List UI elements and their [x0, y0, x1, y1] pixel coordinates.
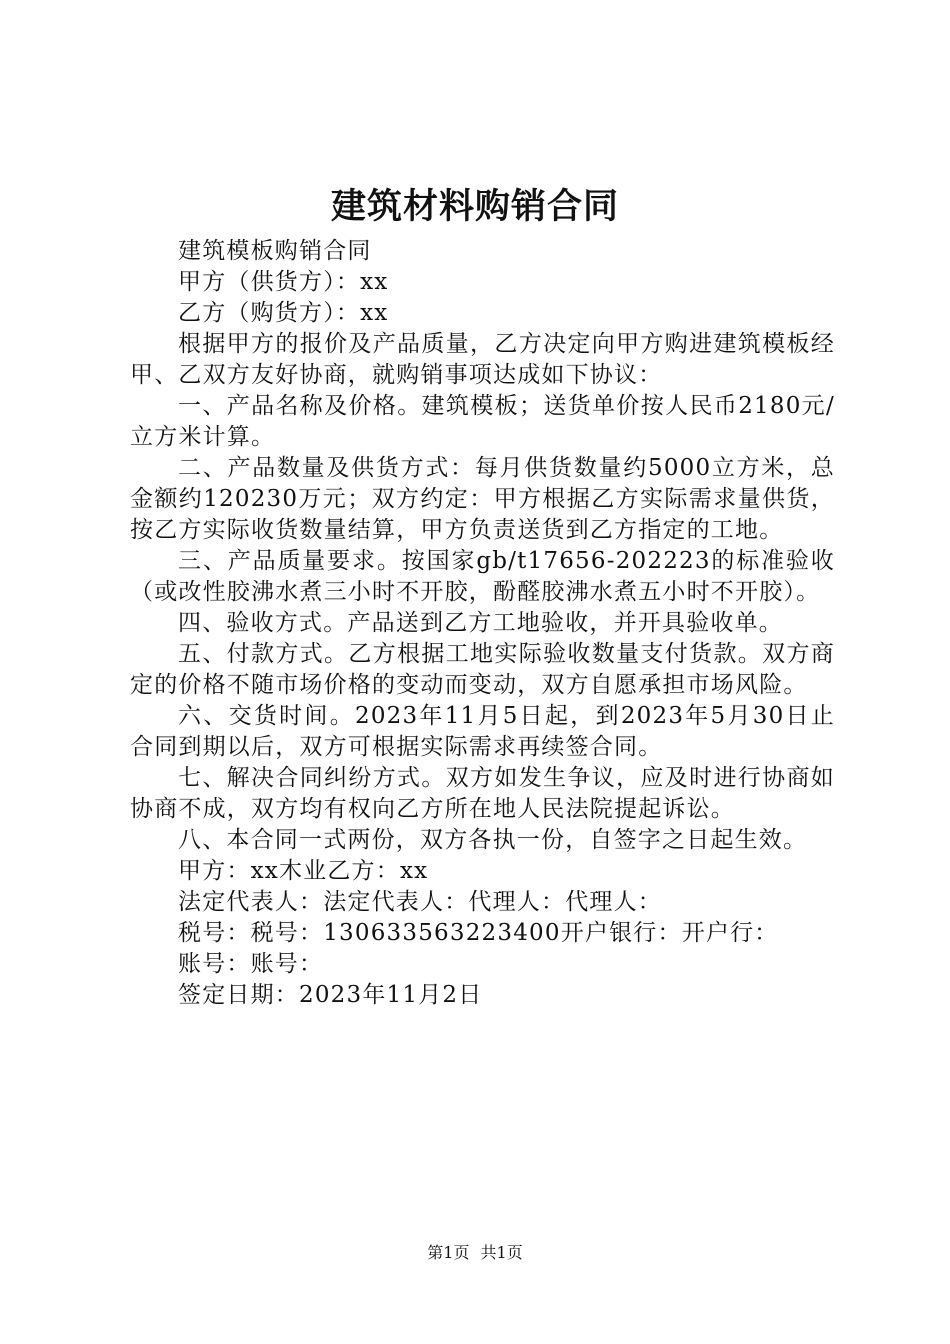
page-footer — [0, 1241, 950, 1265]
paragraph-clause-6: 六、交货时间。2023年11月5日起，到2023年5月30日止合同到期以后，双方可根据实际需求再续签合同。 — [130, 703, 835, 760]
paragraph-party-a: 甲方（供货方）：xx — [178, 269, 389, 295]
document-title: 建筑材料购销合同 — [330, 186, 619, 227]
document-body — [130, 236, 835, 1011]
page-number: 第1页 — [427, 1243, 470, 1262]
paragraph-clause-4: 四、验收方式。产品送到乙方工地验收，并开具验收单。 — [178, 610, 783, 636]
signature-parties: 甲方：xx木业乙方：xx — [178, 858, 429, 884]
paragraph-party-b: 乙方（购货方）：xx — [178, 300, 389, 326]
paragraph-clause-8: 八、本合同一式两份，双方各执一份，自签字之日起生效。 — [178, 827, 808, 853]
signature-accounts: 账号：账号： — [178, 951, 324, 977]
paragraph-clause-1: 一、产品名称及价格。建筑模板；送货单价按人民币2180元/立方米计算。 — [130, 393, 835, 450]
paragraph-clause-3: 三、产品质量要求。按国家gb/t17656-202223的标准验收（或改性胶沸水煮三小时不开胶，酚醛胶沸水煮五小时不开胶）。 — [130, 548, 835, 605]
paragraph-clause-7: 七、解决合同纠纷方式。双方如发生争议，应及时进行协商如协商不成，双方均有权向乙方所在地人民法院提起诉讼。 — [130, 765, 835, 822]
page-total: 共1页 — [480, 1243, 523, 1262]
signature-representatives: 法定代表人：法定代表人：代理人：代理人： — [178, 889, 662, 915]
paragraph-clause-5: 五、付款方式。乙方根据工地实际验收数量支付货款。双方商定的价格不随市场价格的变动而变动，双方自愿承担市场风险。 — [130, 641, 835, 698]
paragraph-clause-2: 二、产品数量及供货方式：每月供货数量约5000立方米，总金额约120230万元；双方约定：甲方根据乙方实际需求量供货，按乙方实际收货数量结算，甲方负责送货到乙方指定的工地。 — [130, 455, 835, 543]
paragraph-intro: 根据甲方的报价及产品质量，乙方决定向甲方购进建筑模板经甲、乙双方友好协商，就购销事项达成如下协议： — [130, 331, 835, 388]
signature-tax-bank: 税号：税号：130633563223400开户银行：开户行： — [178, 920, 779, 946]
signature-date: 签定日期：2023年11月2日 — [178, 982, 483, 1008]
paragraph-subtitle: 建筑模板购销合同 — [178, 238, 372, 264]
